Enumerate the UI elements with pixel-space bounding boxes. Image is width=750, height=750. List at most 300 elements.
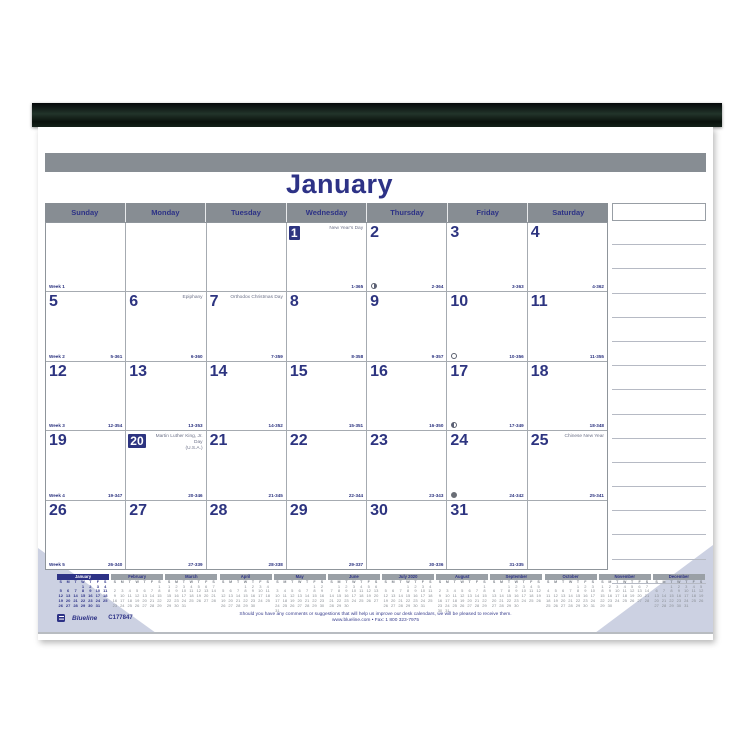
mini-day: 30 bbox=[437, 608, 443, 614]
mini-weekday: F bbox=[421, 579, 424, 584]
mini-day: 18 bbox=[622, 593, 627, 599]
mini-day: 19 bbox=[290, 598, 295, 604]
day-cell bbox=[126, 362, 206, 430]
mini-day: 15 bbox=[166, 593, 172, 599]
mini-day: 23 bbox=[344, 598, 349, 604]
mini-day: 11 bbox=[189, 588, 194, 594]
mini-day: 8 bbox=[483, 588, 486, 594]
day-number: 24 bbox=[450, 432, 469, 450]
mini-day: 4 bbox=[547, 588, 550, 594]
mini-day: 26 bbox=[134, 603, 140, 609]
mini-day: 15 bbox=[243, 593, 248, 599]
mini-day: 28 bbox=[644, 598, 650, 604]
mini-day: 14 bbox=[568, 593, 573, 599]
mini-day: 4 bbox=[190, 583, 193, 589]
mini-month-label: September bbox=[490, 574, 542, 580]
mini-day: 22 bbox=[669, 598, 674, 604]
mini-day: 3 bbox=[121, 588, 124, 594]
mini-day: 16 bbox=[88, 593, 93, 599]
footer-note-line1: Should you have any comments or suggestions that will help us improve our desk calendars, we will be pleased to receive them. bbox=[239, 612, 512, 617]
mini-day: 10 bbox=[445, 593, 450, 599]
day-of-year: 6-360 bbox=[190, 353, 203, 359]
mini-day: 24 bbox=[275, 603, 280, 609]
day-of-year: 24-342 bbox=[509, 492, 524, 498]
day-number: 21 bbox=[209, 432, 228, 450]
mini-day: 27 bbox=[297, 603, 302, 609]
mini-day: 22 bbox=[312, 598, 317, 604]
day-cell bbox=[528, 501, 607, 569]
mini-weekday: F bbox=[367, 579, 370, 584]
mini-day: 30 bbox=[344, 603, 349, 609]
mini-day: 26 bbox=[698, 598, 704, 604]
holiday-label bbox=[230, 295, 283, 301]
mini-day: 1 bbox=[406, 583, 410, 589]
mini-day: 1 bbox=[670, 583, 673, 589]
mini-day: 12 bbox=[221, 593, 226, 599]
mini-weekday: T bbox=[251, 579, 255, 584]
mini-calendar bbox=[545, 574, 597, 614]
mini-weekday: W bbox=[677, 579, 681, 584]
mini-day: 27 bbox=[390, 603, 396, 609]
mini-day: 4 bbox=[623, 583, 626, 589]
mini-day: 22 bbox=[405, 598, 411, 604]
day-of-year: 27-339 bbox=[188, 562, 203, 568]
mini-day: 4 bbox=[283, 588, 286, 594]
mini-day: 31 bbox=[275, 608, 280, 614]
mini-weekday: F bbox=[530, 579, 533, 584]
mini-weekday: S bbox=[384, 579, 387, 584]
mini-day: 12 bbox=[290, 593, 295, 599]
mini-weekday: W bbox=[81, 579, 85, 584]
mini-day: 29 bbox=[669, 603, 674, 609]
mini-day bbox=[636, 604, 643, 609]
day-cell bbox=[126, 501, 206, 569]
mini-day bbox=[697, 604, 704, 609]
mini-day: 24 bbox=[521, 598, 526, 604]
mini-day: 24 bbox=[615, 598, 620, 604]
day-cell bbox=[367, 362, 447, 430]
day-number: 12 bbox=[49, 362, 67, 380]
mini-day: 27 bbox=[65, 603, 71, 609]
mini-day: 19 bbox=[536, 593, 541, 599]
mini-day: 11 bbox=[127, 593, 132, 599]
mini-day: 14 bbox=[499, 593, 504, 599]
mini-day: 3 bbox=[352, 583, 355, 589]
mini-day: 8 bbox=[313, 588, 316, 594]
mini-day: 25 bbox=[282, 603, 288, 609]
mini-day bbox=[643, 604, 650, 609]
note-line bbox=[612, 487, 706, 511]
mini-day bbox=[535, 604, 542, 609]
mini-day: 14 bbox=[474, 593, 480, 599]
mini-day: 28 bbox=[149, 603, 155, 609]
mini-day: 8 bbox=[406, 588, 410, 594]
mini-calendar bbox=[599, 574, 651, 614]
day-cell bbox=[367, 501, 447, 569]
mini-day: 6 bbox=[655, 588, 658, 594]
mini-day: 22 bbox=[506, 598, 512, 604]
mini-week-row bbox=[165, 604, 217, 609]
mini-calendar bbox=[111, 574, 163, 614]
mini-day: 25 bbox=[103, 598, 108, 604]
mini-weekday: M bbox=[66, 579, 70, 584]
mini-day: 22 bbox=[600, 598, 605, 604]
holiday-line: Chinese New Year bbox=[564, 434, 604, 440]
mini-day: 9 bbox=[608, 588, 611, 594]
mini-day: 26 bbox=[290, 603, 295, 609]
mini-day: 20 bbox=[654, 598, 659, 604]
mini-day: 27 bbox=[203, 598, 209, 604]
day-number: 11 bbox=[530, 293, 548, 311]
mini-day: 2 bbox=[251, 583, 255, 589]
mini-day: 15 bbox=[405, 593, 411, 599]
mini-day: 31 bbox=[420, 603, 426, 609]
mini-day: 29 bbox=[506, 603, 512, 609]
mini-day: 8 bbox=[576, 588, 580, 594]
mini-day: 8 bbox=[81, 588, 85, 594]
month-title: January bbox=[285, 169, 394, 199]
mini-weekday: T bbox=[562, 579, 565, 584]
mini-day: 4 bbox=[429, 583, 432, 589]
mini-day: 20 bbox=[228, 598, 233, 604]
mini-weekday: F bbox=[475, 579, 479, 584]
mini-day: 16 bbox=[583, 593, 588, 599]
mini-weekday: W bbox=[568, 579, 573, 584]
mini-weekday: S bbox=[537, 579, 540, 584]
mini-day: 12 bbox=[698, 588, 704, 594]
day-cell bbox=[287, 223, 367, 291]
day-number: 18 bbox=[530, 362, 549, 380]
mini-day: 4 bbox=[266, 583, 269, 589]
mini-day: 20 bbox=[467, 598, 472, 604]
day-number: 6 bbox=[129, 293, 139, 311]
mini-day: 30 bbox=[88, 603, 93, 609]
note-line bbox=[612, 318, 706, 342]
footer-note-line2: www.blueline.com • Fax: 1 800 323-7975 bbox=[331, 618, 419, 624]
mini-month-label: November bbox=[599, 574, 651, 580]
mini-day: 18 bbox=[546, 598, 551, 604]
day-of-year: 31-335 bbox=[509, 562, 524, 568]
mini-day: 13 bbox=[560, 593, 566, 599]
day-of-year: 20-346 bbox=[188, 492, 203, 498]
mini-day: 26 bbox=[58, 603, 63, 609]
mini-day: 25 bbox=[691, 598, 696, 604]
note-line bbox=[612, 342, 706, 366]
day-of-year: 1-365 bbox=[351, 284, 364, 290]
mini-day: 21 bbox=[73, 598, 78, 604]
mini-day bbox=[264, 604, 271, 609]
mini-day: 16 bbox=[514, 593, 519, 599]
mini-day: 10 bbox=[521, 588, 526, 594]
mini-weekday: S bbox=[547, 579, 550, 584]
mini-day: 26 bbox=[459, 603, 465, 609]
mini-day: 10 bbox=[258, 588, 263, 594]
mini-day: 4 bbox=[104, 583, 107, 589]
mini-day: 12 bbox=[553, 593, 558, 599]
mini-day: 8 bbox=[167, 588, 171, 594]
mini-day: 19 bbox=[629, 593, 635, 599]
mini-weekday: M bbox=[500, 579, 503, 584]
day-cell bbox=[46, 223, 126, 291]
mini-day: 24 bbox=[420, 598, 426, 604]
day-number: 23 bbox=[370, 432, 388, 450]
bottom-rule bbox=[38, 632, 713, 634]
mini-day: 5 bbox=[700, 583, 703, 589]
mini-day: 16 bbox=[437, 598, 443, 604]
mini-day: 25 bbox=[127, 603, 132, 609]
mini-day: 20 bbox=[142, 598, 147, 604]
mini-day: 27 bbox=[142, 603, 147, 609]
mini-day: 2 bbox=[414, 583, 417, 589]
mini-day: 29 bbox=[157, 603, 162, 609]
day-of-year: 29-337 bbox=[348, 562, 364, 568]
mini-weekday: S bbox=[276, 579, 279, 584]
weekday-header: Sunday bbox=[45, 203, 126, 222]
mini-day: 17 bbox=[521, 593, 526, 599]
mini-weekday: W bbox=[406, 579, 410, 584]
mini-day: 15 bbox=[506, 593, 512, 599]
blueline-logo-icon bbox=[57, 614, 65, 622]
day-of-year: 3-363 bbox=[511, 284, 524, 290]
week-label: Week 1 bbox=[49, 284, 65, 290]
mini-day: 9 bbox=[113, 593, 116, 599]
mini-day: 16 bbox=[607, 593, 613, 599]
mini-day: 27 bbox=[654, 603, 659, 609]
mini-day: 9 bbox=[175, 588, 178, 594]
mini-day: 27 bbox=[228, 603, 233, 609]
mini-day: 5 bbox=[197, 583, 200, 589]
mini-day: 18 bbox=[103, 593, 108, 599]
mini-day: 30 bbox=[174, 603, 179, 609]
mini-day: 23 bbox=[437, 603, 443, 609]
mini-day: 15 bbox=[575, 593, 581, 599]
day-cell bbox=[46, 292, 126, 360]
mini-day: 26 bbox=[553, 603, 558, 609]
day-of-year: 30-336 bbox=[429, 562, 444, 568]
mini-day: 3 bbox=[522, 583, 525, 589]
mini-day: 22 bbox=[575, 598, 581, 604]
day-cell bbox=[287, 362, 367, 430]
mini-month-label: October bbox=[545, 574, 597, 580]
mini-day: 8 bbox=[337, 588, 341, 594]
note-line bbox=[612, 415, 706, 439]
mini-day bbox=[372, 604, 379, 609]
day-number: 22 bbox=[289, 432, 308, 450]
mini-day: 30 bbox=[319, 603, 325, 609]
mini-day: 15 bbox=[157, 593, 162, 599]
mini-day: 28 bbox=[568, 603, 573, 609]
first-quarter-icon bbox=[371, 283, 377, 289]
holiday-label bbox=[149, 434, 203, 451]
mini-weekday: S bbox=[438, 579, 442, 584]
day-cell bbox=[367, 223, 447, 291]
mini-day: 13 bbox=[467, 593, 472, 599]
mini-day: 2 bbox=[113, 588, 116, 594]
mini-day: 3 bbox=[276, 588, 279, 594]
mini-day: 13 bbox=[65, 593, 71, 599]
mini-day: 7 bbox=[74, 588, 77, 594]
mini-day: 4 bbox=[692, 583, 695, 589]
day-number: 8 bbox=[289, 293, 299, 311]
day-number: 26 bbox=[49, 501, 67, 519]
mini-day: 4 bbox=[360, 583, 363, 589]
day-number: 30 bbox=[370, 501, 388, 519]
mini-day: 28 bbox=[329, 603, 334, 609]
mini-day: 11 bbox=[452, 593, 457, 599]
mini-day: 4 bbox=[453, 588, 456, 594]
mini-day: 29 bbox=[336, 603, 342, 609]
day-number: 1 bbox=[290, 226, 298, 240]
day-cell bbox=[447, 362, 527, 430]
day-cell bbox=[447, 292, 527, 360]
mini-day: 30 bbox=[413, 603, 418, 609]
day-of-year: 2-364 bbox=[431, 284, 444, 290]
mini-day: 26 bbox=[196, 598, 201, 604]
mini-weekday: W bbox=[297, 579, 302, 584]
mini-day: 22 bbox=[482, 598, 487, 604]
mini-day: 23 bbox=[88, 598, 93, 604]
brand-name: Blueline bbox=[72, 614, 98, 622]
mini-day: 28 bbox=[499, 603, 504, 609]
day-of-year: 18-348 bbox=[589, 423, 604, 429]
weekday-header-row bbox=[45, 203, 608, 222]
mini-day: 22 bbox=[243, 598, 248, 604]
mini-day: 10 bbox=[95, 588, 101, 594]
mini-weekday: S bbox=[429, 579, 432, 584]
mini-day: 20 bbox=[203, 593, 209, 599]
mini-day: 27 bbox=[637, 598, 642, 604]
mini-months-strip bbox=[57, 574, 705, 614]
mini-day: 9 bbox=[89, 588, 92, 594]
day-number: 20 bbox=[130, 434, 144, 449]
mini-day: 7 bbox=[500, 588, 503, 594]
mini-day: 13 bbox=[491, 593, 497, 599]
mini-day: 13 bbox=[203, 588, 209, 594]
mini-day: 24 bbox=[258, 598, 263, 604]
mini-day: 25 bbox=[189, 598, 194, 604]
mini-day: 17 bbox=[95, 593, 101, 599]
mini-day: 29 bbox=[405, 603, 411, 609]
mini-day: 21 bbox=[329, 598, 334, 604]
week-label: Week 2 bbox=[49, 353, 65, 359]
mini-month-label: December bbox=[653, 574, 705, 580]
mini-day: 13 bbox=[390, 593, 396, 599]
mini-day: 27 bbox=[467, 603, 472, 609]
mini-day: 25 bbox=[452, 603, 457, 609]
mini-day bbox=[195, 604, 202, 609]
mini-weekday: T bbox=[399, 579, 402, 584]
mini-calendar bbox=[328, 574, 380, 614]
mini-weekday: F bbox=[205, 579, 208, 584]
mini-day: 29 bbox=[166, 603, 172, 609]
note-line bbox=[612, 366, 706, 390]
mini-day: 28 bbox=[304, 603, 310, 609]
note-lines bbox=[612, 221, 706, 584]
mini-day bbox=[365, 604, 372, 609]
mini-month-label: January bbox=[57, 574, 109, 580]
calendar-page bbox=[38, 127, 713, 640]
mini-weekday: S bbox=[591, 579, 594, 584]
mini-day: 19 bbox=[366, 593, 371, 599]
day-number: 13 bbox=[129, 362, 148, 380]
day-of-year: 12-354 bbox=[107, 423, 123, 429]
day-number: 5 bbox=[49, 293, 58, 311]
day-of-year: 13-353 bbox=[188, 423, 203, 429]
mini-day: 23 bbox=[413, 598, 418, 604]
mini-day: 13 bbox=[142, 593, 147, 599]
day-cell bbox=[207, 431, 287, 499]
mini-day: 6 bbox=[638, 583, 641, 589]
mini-day: 25 bbox=[265, 598, 270, 604]
mini-day: 5 bbox=[631, 583, 634, 589]
mini-weekday: T bbox=[453, 579, 456, 584]
mini-day: 6 bbox=[229, 588, 232, 594]
mini-day: 25 bbox=[546, 603, 551, 609]
mini-day: 16 bbox=[319, 593, 325, 599]
mini-day: 3 bbox=[446, 588, 449, 594]
mini-day: 14 bbox=[661, 593, 667, 599]
mini-day: 31 bbox=[590, 603, 596, 609]
mini-day: 18 bbox=[359, 593, 364, 599]
mini-month-label: July 2020 bbox=[382, 574, 434, 580]
mini-day: 1 bbox=[601, 583, 604, 589]
mini-day: 31 bbox=[181, 603, 187, 609]
mini-weekday: S bbox=[104, 579, 107, 584]
mini-day: 21 bbox=[499, 598, 504, 604]
day-of-year: 11-355 bbox=[589, 353, 604, 359]
mini-weekday: M bbox=[229, 579, 233, 584]
mini-day: 26 bbox=[366, 598, 371, 604]
mini-weekday: S bbox=[212, 579, 215, 584]
full-moon-icon bbox=[451, 353, 457, 359]
mini-weekday: F bbox=[638, 579, 641, 584]
mini-day: 2 bbox=[608, 583, 611, 589]
day-cell bbox=[447, 431, 527, 499]
mini-day: 6 bbox=[392, 588, 395, 594]
mini-weekday: S bbox=[320, 579, 324, 584]
mini-day: 8 bbox=[601, 588, 604, 594]
mini-weekday: M bbox=[554, 579, 558, 584]
mini-day: 19 bbox=[196, 593, 201, 599]
mini-day: 23 bbox=[174, 598, 179, 604]
mini-day: 25 bbox=[528, 598, 534, 604]
mini-day: 1 bbox=[81, 583, 85, 589]
mini-weekday: T bbox=[616, 579, 619, 584]
mini-day: 14 bbox=[644, 588, 650, 594]
mini-day: 29 bbox=[482, 603, 487, 609]
mini-weekday: T bbox=[360, 579, 363, 584]
mini-day: 21 bbox=[474, 598, 480, 604]
mini-day: 1 bbox=[244, 583, 247, 589]
note-line bbox=[612, 511, 706, 535]
mini-calendar bbox=[436, 574, 488, 614]
mini-day: 20 bbox=[373, 593, 379, 599]
mini-day: 21 bbox=[235, 598, 241, 604]
mini-calendar bbox=[57, 574, 109, 614]
mini-day: 17 bbox=[120, 598, 125, 604]
mini-day: 17 bbox=[684, 593, 689, 599]
mini-day: 11 bbox=[103, 588, 108, 594]
week-row bbox=[46, 501, 607, 569]
mini-weekday: T bbox=[685, 579, 688, 584]
day-cell bbox=[126, 292, 206, 360]
day-number: 16 bbox=[370, 362, 388, 380]
mini-day: 12 bbox=[459, 593, 465, 599]
mini-day: 19 bbox=[459, 598, 465, 604]
mini-weekday: S bbox=[222, 579, 225, 584]
day-cell bbox=[528, 292, 607, 360]
mini-day: 15 bbox=[482, 593, 487, 599]
